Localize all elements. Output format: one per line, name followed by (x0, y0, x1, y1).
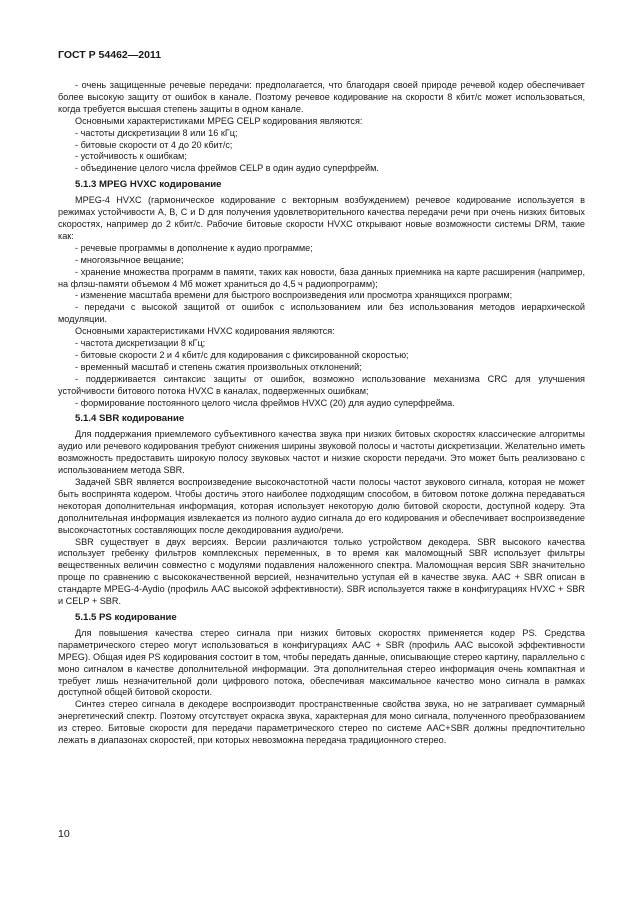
paragraph: - многоязычное вещание; (75, 254, 184, 265)
document-body (58, 80, 585, 747)
paragraph: - формирование постоянного целого числа фреймов HVXC (20) для аудио суперфрейма. (75, 397, 455, 408)
paragraph: - объединение целого числа фреймов CELP в один аудио суперфрейм. (75, 163, 379, 174)
paragraph: - частоты дискретизации 8 или 16 кГц; (75, 127, 238, 138)
paragraph: Основными характеристиками MPEG CELP кодирования являются: (75, 115, 363, 126)
section-heading: 5.1.5 PS кодирование (75, 611, 177, 623)
paragraph: - частота дискретизации 8 кГц; (75, 338, 206, 349)
paragraph: Для поддержания приемлемого субъективного качества звука при низких битовых скоростях классические алгоритмы аудио или речевого кодирования требуют снижения ширины звуковой полосы и частоты дискретизации. Желательно иметь возможность предоставить широкую полосу звуковых частот и низкие скорости передачи. Это может быть реализовано с использованием метода SBR. (58, 429, 585, 476)
section-heading: 5.1.3 MPEG HVXC кодирование (75, 179, 222, 191)
page-number: 10 (58, 828, 70, 840)
paragraph: Основными характеристиками HVXC кодирования являются: (75, 326, 335, 337)
paragraph: - очень защищенные речевые передачи: предполагается, что благодаря своей природе речевой кодер обеспечивает более высокую защиту от ошибок в канале. Поэтому речевое кодирование на скорости 8 кбит/с может использоваться, когда требуется высшая степень защиты в одном канале. (58, 80, 585, 114)
paragraph: Задачей SBR является воспроизведение высокочастотной части полосы частот звукового сигнала, которая не может быть воспринята кодером. Чтобы достичь этого наиболее подходящим способом, в битовом потоке должна передаваться некоторая дополнительная информация, которая использует некоторую долю битовой скорости, доступной кодеру. Эта дополнительная информация извлекается из полного аудио сигнала до его кодирования и обеспечивает воспроизведение высокочастотных составляющих после декодирования аудио/речи. (58, 477, 585, 535)
paragraph: - изменение масштаба времени для быстрого воспроизведения или просмотра хранящихся программ; (75, 290, 513, 301)
paragraph: MPEG-4 HVXC (гармоническое кодирование с векторным возбуждением) речевое кодирование используется в режимах устойчивости A, B, C и D для получения удовлетворительного качества передачи речи при очень низких битовых скоростях, например до 2 кбит/с. Рабочие битовые скорости HVXC открывают новые возможности системы DRM, такие как: (58, 195, 585, 241)
paragraph: - речевые программы в дополнение к аудио программе; (75, 242, 313, 253)
paragraph: - битовые скорости 2 и 4 кбит/с для кодирования с фиксированной скоростью; (75, 349, 409, 360)
paragraph: - временный масштаб и степень сжатия произвольных отклонений; (75, 361, 362, 372)
paragraph: - передачи с высокой защитой от ошибок с использованием или без использования методов иерархической модуляции. (58, 302, 585, 325)
paragraph: - битовые скорости от 4 до 20 кбит/с; (75, 139, 233, 150)
paragraph: Синтез стерео сигнала в декодере воспроизводит пространственные свойства звука, но не затрагивает суммарный энергетический спектр. Поэтому отсутствует окраска звука, характерная для моно сигнала, полученного преобразованием из стерео. Битовые скорости для передачи параметрического стерео по системе AAC+SBR должны предпочтительно лежать в диапазонах скоростей, при которых невозможна передача традиционного стерео. (58, 699, 585, 746)
paragraph: SBR существует в двух версиях. Версии различаются только устройством декодера. SBR высокого качества использует гребенку фильтров комплексных переменных, в то время как маломощный SBR использует фильтры вещественных величин совместно с модулями подавления наложенного спектра. Маломощная версия SBR значительно проще по сравнению с высококачественной версией, незначительно уступая ей в качестве звука. AAC + SBR описан в стандарте MPEG-4-Aydio (профиль AAC высокой эффективности). SBR используется также в конфигурациях HVXC + SBR и CELP + SBR. (58, 536, 585, 607)
paragraph: - поддерживается синтаксис защиты от ошибок, возможно использование механизма CRC для улучшения устойчивости битового потока HVXC в каналах, подверженных ошибкам; (58, 373, 585, 396)
paragraph: Для повышения качества стерео сигнала при низких битовых скоростях применяется кодер PS. Средства параметрического стерео могут использоваться в конфигурациях AAC + SBR (профиль AAC высокой эффективности MPEG). Общая идея PS кодирования состоит в том, чтобы передать данные, описывающие стерео картину, параллельно с моно сигналом в качестве дополнительной информации. Эта дополнительная стерео информация очень компактная и требует лишь незначительной доли цифрового потока, обеспечивая максимальное качество моно сигнала в рамках доступной общей битовой скорости. (58, 627, 585, 698)
section-heading: 5.1.4 SBR кодирование (75, 413, 185, 425)
paragraph: - хранение множества программ в памяти, таких как новости, база данных приемника на карте расширения (например, на флэш-памяти объемом 4 Мб может храниться до 4,5 ч радиопрограмм); (58, 266, 585, 289)
document-header: ГОСТ Р 54462—2011 (58, 49, 162, 61)
paragraph: - устойчивость к ошибкам; (75, 151, 187, 162)
